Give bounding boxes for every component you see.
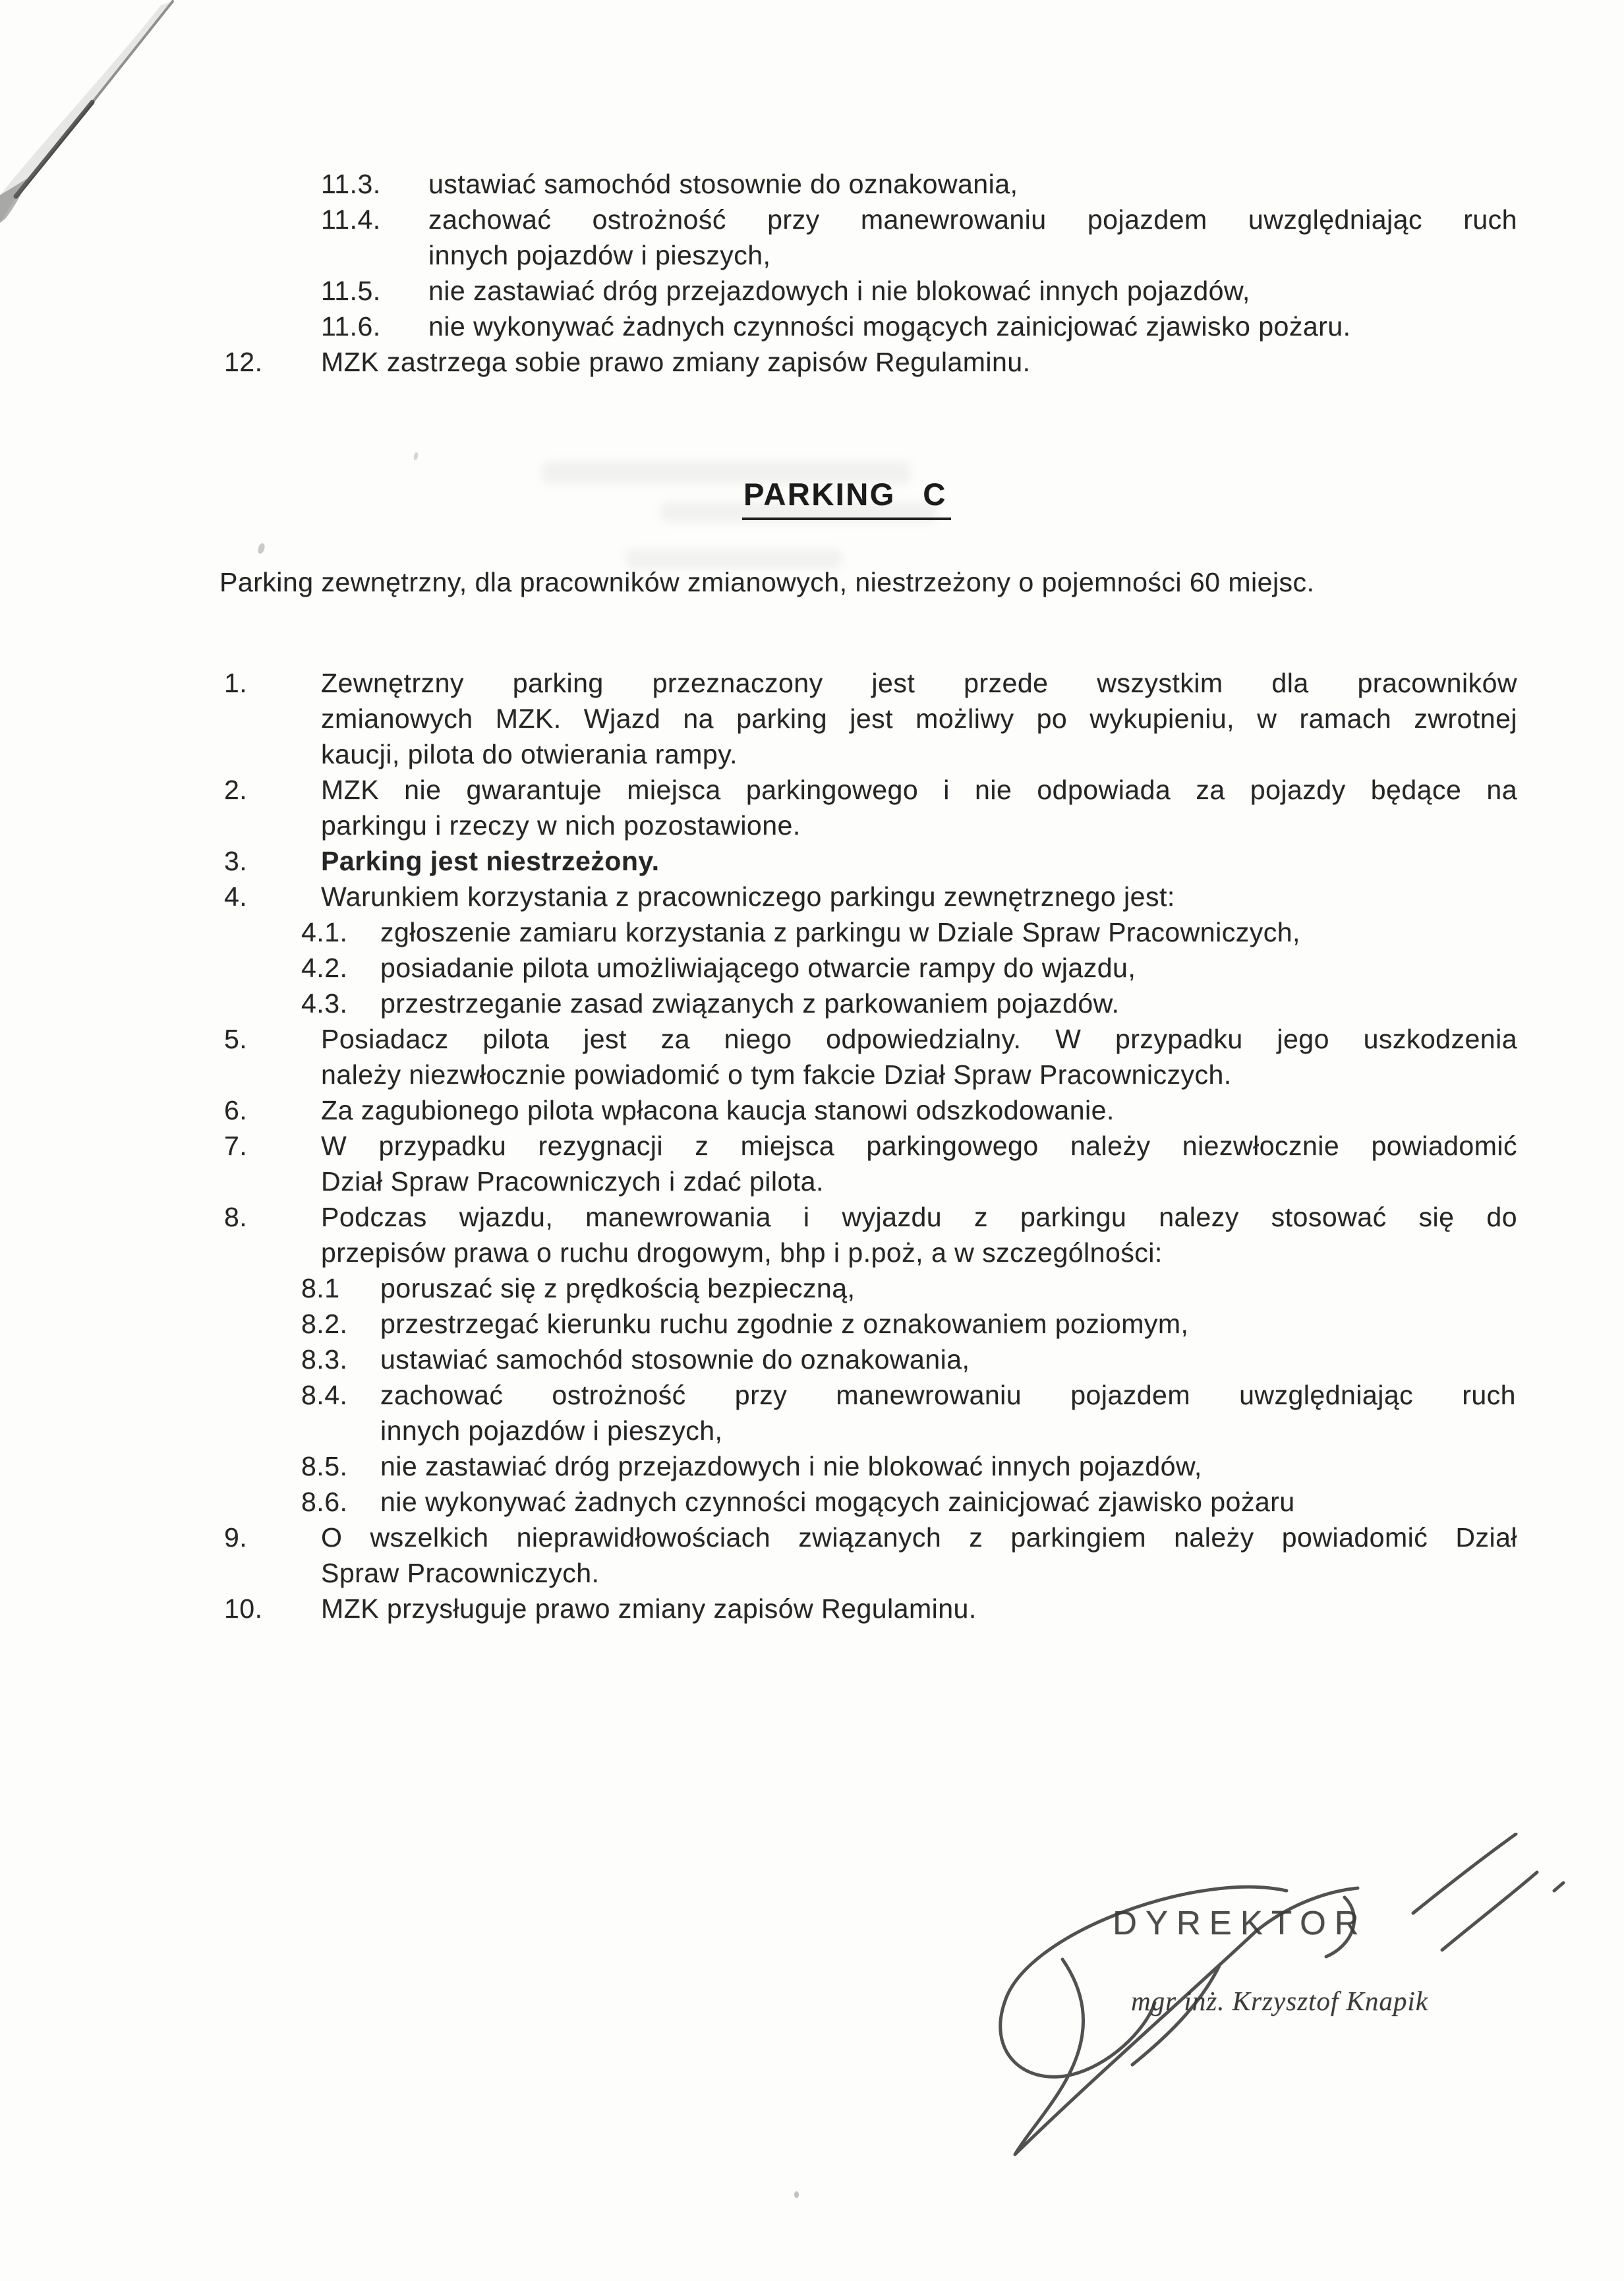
item-number: 8.6. bbox=[301, 1487, 348, 1517]
list-item-8-5 bbox=[0, 1448, 1624, 1484]
item-number: 9. bbox=[224, 1522, 248, 1553]
text-line: innych pojazdów i pieszych, bbox=[428, 240, 771, 270]
text-line: poruszać się z prędkością bezpieczną, bbox=[380, 1273, 856, 1303]
item-number: 4.1. bbox=[301, 917, 348, 947]
text-line: przestrzegać kierunku ruchu zgodnie z oznakowaniem poziomym, bbox=[380, 1309, 1189, 1339]
item-number: 8.4. bbox=[301, 1380, 348, 1410]
list-item-4-2 bbox=[0, 950, 1624, 986]
list-item-11-6 bbox=[0, 309, 1624, 344]
item-text bbox=[380, 950, 1516, 986]
list-item-4 bbox=[0, 879, 1624, 914]
item-text bbox=[321, 843, 1517, 879]
director-stamp-name: mgr inż. Krzysztof Knapik bbox=[1131, 1986, 1428, 2016]
list-item-8-4 bbox=[0, 1377, 1624, 1448]
scan-speck bbox=[794, 2191, 799, 2198]
text-line: zgłoszenie zamiaru korzystania z parkingu w Dziale Spraw Pracowniczych, bbox=[380, 917, 1300, 947]
item-text bbox=[380, 1270, 1516, 1306]
text-line: Parking jest niestrzeżony. bbox=[321, 846, 660, 876]
intro-paragraph: Parking zewnętrzny, dla pracowników zmianowych, niestrzeżony o pojemności 60 miejsc. bbox=[219, 567, 1315, 597]
item-text bbox=[380, 1448, 1516, 1484]
list-item-8-2 bbox=[0, 1306, 1624, 1342]
text-line: przestrzeganie zasad związanych z parkowaniem pojazdów. bbox=[380, 988, 1120, 1019]
text-line: Dział Spraw Pracowniczych i zdać pilota. bbox=[321, 1166, 824, 1197]
scan-speck bbox=[257, 543, 266, 554]
list-item-11-3 bbox=[0, 166, 1624, 202]
item-text bbox=[321, 1591, 1517, 1626]
item-number: 6. bbox=[224, 1095, 248, 1125]
text-line: przepisów prawa o ruchu drogowym, bhp i p.poż, a w szczególności: bbox=[321, 1237, 1163, 1268]
list-item-1 bbox=[0, 665, 1624, 772]
text-line: innych pojazdów i pieszych, bbox=[380, 1415, 723, 1446]
item-text bbox=[428, 202, 1517, 273]
item-text bbox=[321, 1092, 1517, 1128]
item-text bbox=[380, 1377, 1516, 1448]
item-number: 4.3. bbox=[301, 988, 348, 1019]
item-text bbox=[380, 914, 1516, 950]
text-line: Spraw Pracowniczych. bbox=[321, 1558, 600, 1588]
section-heading bbox=[742, 479, 951, 520]
list-item-2 bbox=[0, 772, 1624, 843]
text-line: nie zastawiać dróg przejazdowych i nie blokować innych pojazdów, bbox=[380, 1451, 1202, 1481]
text-line: MZK zastrzega sobie prawo zmiany zapisów Regulaminu. bbox=[321, 347, 1031, 377]
parking-rules-list bbox=[0, 665, 1624, 1626]
list-item-8-6 bbox=[0, 1484, 1624, 1520]
item-text bbox=[380, 986, 1516, 1021]
section-heading-text: PARKING C bbox=[743, 477, 947, 512]
item-number: 7. bbox=[224, 1131, 248, 1161]
previous-section-list bbox=[0, 166, 1624, 380]
item-text bbox=[428, 166, 1517, 202]
text-line: ustawiać samochód stosownie do oznakowania, bbox=[428, 169, 1018, 199]
text-line: należy niezwłocznie powiadomić o tym fakcie Dział Spraw Pracowniczych. bbox=[321, 1059, 1232, 1090]
item-text bbox=[321, 665, 1517, 772]
text-line: MZK nie gwarantuje miejsca parkingowego i nie odpowiada za pojazdy będące na bbox=[321, 775, 1517, 805]
item-number: 4.2. bbox=[301, 953, 348, 983]
item-number: 4. bbox=[224, 881, 248, 912]
item-number: 11.5. bbox=[321, 276, 381, 306]
item-number: 8.5. bbox=[301, 1451, 348, 1481]
item-text bbox=[321, 879, 1517, 914]
text-line: Za zagubionego pilota wpłacona kaucja stanowi odszkodowanie. bbox=[321, 1095, 1115, 1125]
director-stamp-title: DYREKTOR bbox=[1113, 1904, 1368, 1941]
item-number: 2. bbox=[224, 775, 248, 805]
text-line: kaucji, pilota do otwierania rampy. bbox=[321, 739, 738, 769]
item-text bbox=[321, 1520, 1517, 1591]
handwritten-signature bbox=[923, 1833, 1582, 2281]
item-text bbox=[428, 309, 1517, 344]
list-item-12 bbox=[0, 344, 1624, 380]
list-item-4-3 bbox=[0, 986, 1624, 1021]
text-line: nie wykonywać żadnych czynności mogących zainicjować zjawisko pożaru bbox=[380, 1487, 1295, 1517]
list-item-8-1 bbox=[0, 1270, 1624, 1306]
text-line: Zewnętrzny parking przeznaczony jest przede wszystkim dla pracowników bbox=[321, 668, 1517, 698]
item-text bbox=[380, 1306, 1516, 1342]
list-item-7 bbox=[0, 1128, 1624, 1199]
item-text bbox=[380, 1484, 1516, 1520]
text-line: Warunkiem korzystania z pracowniczego parkingu zewnętrznego jest: bbox=[321, 881, 1175, 912]
list-item-3 bbox=[0, 843, 1624, 879]
text-line: zmianowych MZK. Wjazd na parking jest możliwy po wykupieniu, w ramach zwrotnej bbox=[321, 703, 1517, 734]
list-item-11-5 bbox=[0, 273, 1624, 309]
text-line: zachować ostrożność przy manewrowaniu pojazdem uwzględniając ruch bbox=[380, 1380, 1516, 1410]
list-item-5 bbox=[0, 1021, 1624, 1092]
list-item-6 bbox=[0, 1092, 1624, 1128]
item-number: 11.4. bbox=[321, 204, 381, 235]
item-text bbox=[428, 273, 1517, 309]
item-number: 8.1 bbox=[301, 1273, 340, 1303]
list-item-10 bbox=[0, 1591, 1624, 1626]
text-line: O wszelkich nieprawidłowościach związanych z parkingiem należy powiadomić Dział bbox=[321, 1522, 1517, 1553]
list-item-9 bbox=[0, 1520, 1624, 1591]
item-number: 3. bbox=[224, 846, 248, 876]
text-line: W przypadku rezygnacji z miejsca parkingowego należy niezwłocznie powiadomić bbox=[321, 1131, 1517, 1161]
text-line: parkingu i rzeczy w nich pozostawione. bbox=[321, 810, 801, 841]
item-number: 12. bbox=[224, 347, 263, 377]
item-number: 8.2. bbox=[301, 1309, 348, 1339]
scan-speck bbox=[413, 452, 419, 461]
list-item-4-1 bbox=[0, 914, 1624, 950]
item-number: 11.3. bbox=[321, 169, 381, 199]
text-line: Posiadacz pilota jest za niego odpowiedzialny. W przypadku jego uszkodzenia bbox=[321, 1024, 1517, 1054]
item-number: 5. bbox=[224, 1024, 248, 1054]
text-line: posiadanie pilota umożliwiającego otwarcie rampy do wjazdu, bbox=[380, 953, 1136, 983]
text-line: ustawiać samochód stosownie do oznakowania, bbox=[380, 1344, 970, 1375]
item-text bbox=[321, 1128, 1517, 1199]
text-line: Podczas wjazdu, manewrowania i wyjazdu z parkingu nalezy stosować się do bbox=[321, 1202, 1517, 1232]
item-text bbox=[321, 1199, 1517, 1270]
text-line: zachować ostrożność przy manewrowaniu pojazdem uwzględniając ruch bbox=[428, 204, 1517, 235]
item-text bbox=[321, 344, 1517, 380]
item-number: 11.6. bbox=[321, 311, 381, 341]
item-text bbox=[321, 772, 1517, 843]
item-number: 8. bbox=[224, 1202, 248, 1232]
text-line: MZK przysługuje prawo zmiany zapisów Regulaminu. bbox=[321, 1593, 977, 1624]
item-text bbox=[321, 1021, 1517, 1092]
list-item-8 bbox=[0, 1199, 1624, 1270]
list-item-11-4 bbox=[0, 202, 1624, 273]
item-number: 1. bbox=[224, 668, 248, 698]
text-line: nie wykonywać żadnych czynności mogących zainicjować zjawisko pożaru. bbox=[428, 311, 1351, 341]
item-number: 8.3. bbox=[301, 1344, 348, 1375]
list-item-8-3 bbox=[0, 1342, 1624, 1377]
item-text bbox=[380, 1342, 1516, 1377]
text-line: nie zastawiać dróg przejazdowych i nie blokować innych pojazdów, bbox=[428, 276, 1250, 306]
item-number: 10. bbox=[224, 1593, 263, 1624]
